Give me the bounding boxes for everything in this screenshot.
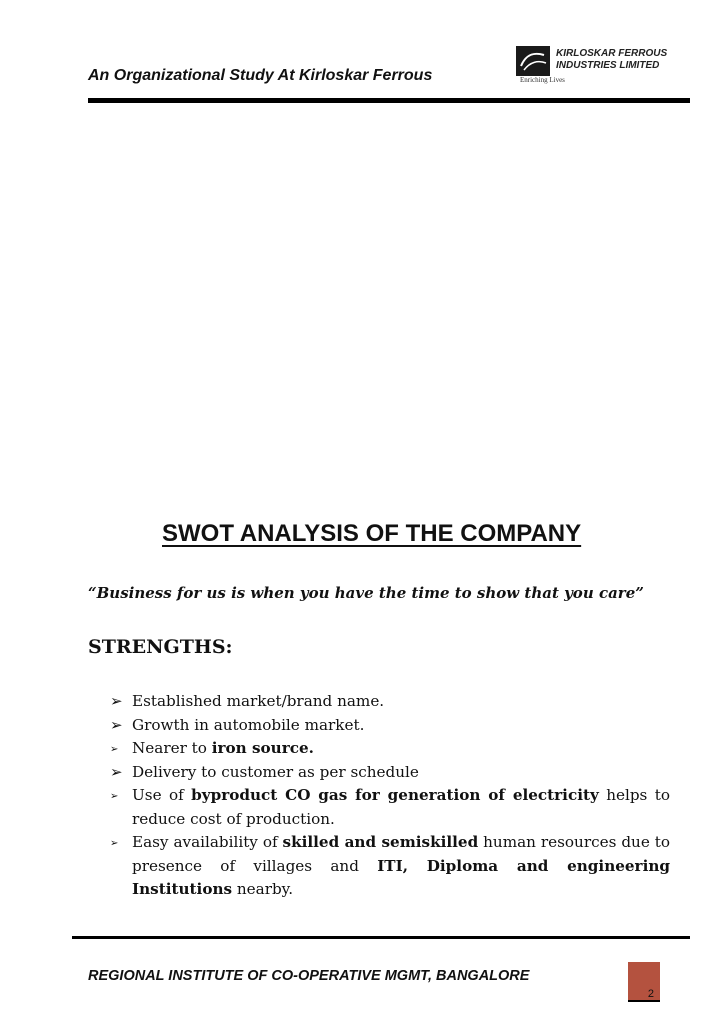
arrow-bullet-icon: ➢ [110,692,123,710]
section-heading: SWOT ANALYSIS OF THE COMPANY [162,520,582,547]
logo-name-line1: KIRLOSKAR FERROUS [556,48,668,59]
strengths-list [110,690,670,902]
strength-text: human resources due to presence of villages and [132,833,670,875]
strength-item [110,761,670,785]
logo-company-name [556,48,667,72]
strength-item [110,690,670,714]
logo-tagline: Enriching Lives [520,76,565,84]
strength-item [110,831,670,902]
strength-item [110,737,670,761]
page-number-box [628,962,660,1002]
arrow-bullet-icon: ➢ [110,838,119,849]
header-divider [88,98,690,103]
section-quote: “Business for us is when you have the time to show that you care” [88,584,644,602]
footer-institute: REGIONAL INSTITUTE OF CO-OPERATIVE MGMT, BANGALORE [88,968,530,984]
strength-text: helps to reduce cost of production. [132,786,670,828]
strength-text-bold: byproduct CO gas for generation of electricity [191,786,599,804]
footer-divider [72,936,690,939]
arrow-bullet-icon: ➢ [110,744,119,755]
strength-text: Growth in automobile market. [132,715,365,734]
strength-text: Easy availability of [132,833,283,851]
page-number-underline [628,1000,660,1002]
strength-text: Use of [132,786,192,804]
strength-text: nearby. [232,880,294,898]
company-logo [516,46,696,86]
arrow-bullet-icon: ➢ [110,715,123,734]
strength-item [110,784,670,831]
arrow-bullet-icon: ➢ [110,791,119,802]
arrow-bullet-icon: ➢ [110,762,123,781]
strength-text-bold: ITI, Diploma and engineering Institutions [132,856,670,898]
strength-item [110,714,670,738]
kirloskar-logo-icon [516,46,550,76]
strength-text: Delivery to customer as per schedule [132,762,419,781]
strength-text-bold: iron source. [211,739,314,757]
strength-text: Nearer to [132,739,212,757]
logo-name-line2: INDUSTRIES LIMITED [556,60,660,71]
strength-text-bold: skilled and semiskilled [282,833,479,851]
strength-text: Established market/brand name. [132,692,385,710]
page-number: 2 [647,988,654,1000]
strengths-heading: STRENGTHS: [88,636,233,658]
header-title: An Organizational Study At Kirloskar Ferrous [88,67,433,84]
